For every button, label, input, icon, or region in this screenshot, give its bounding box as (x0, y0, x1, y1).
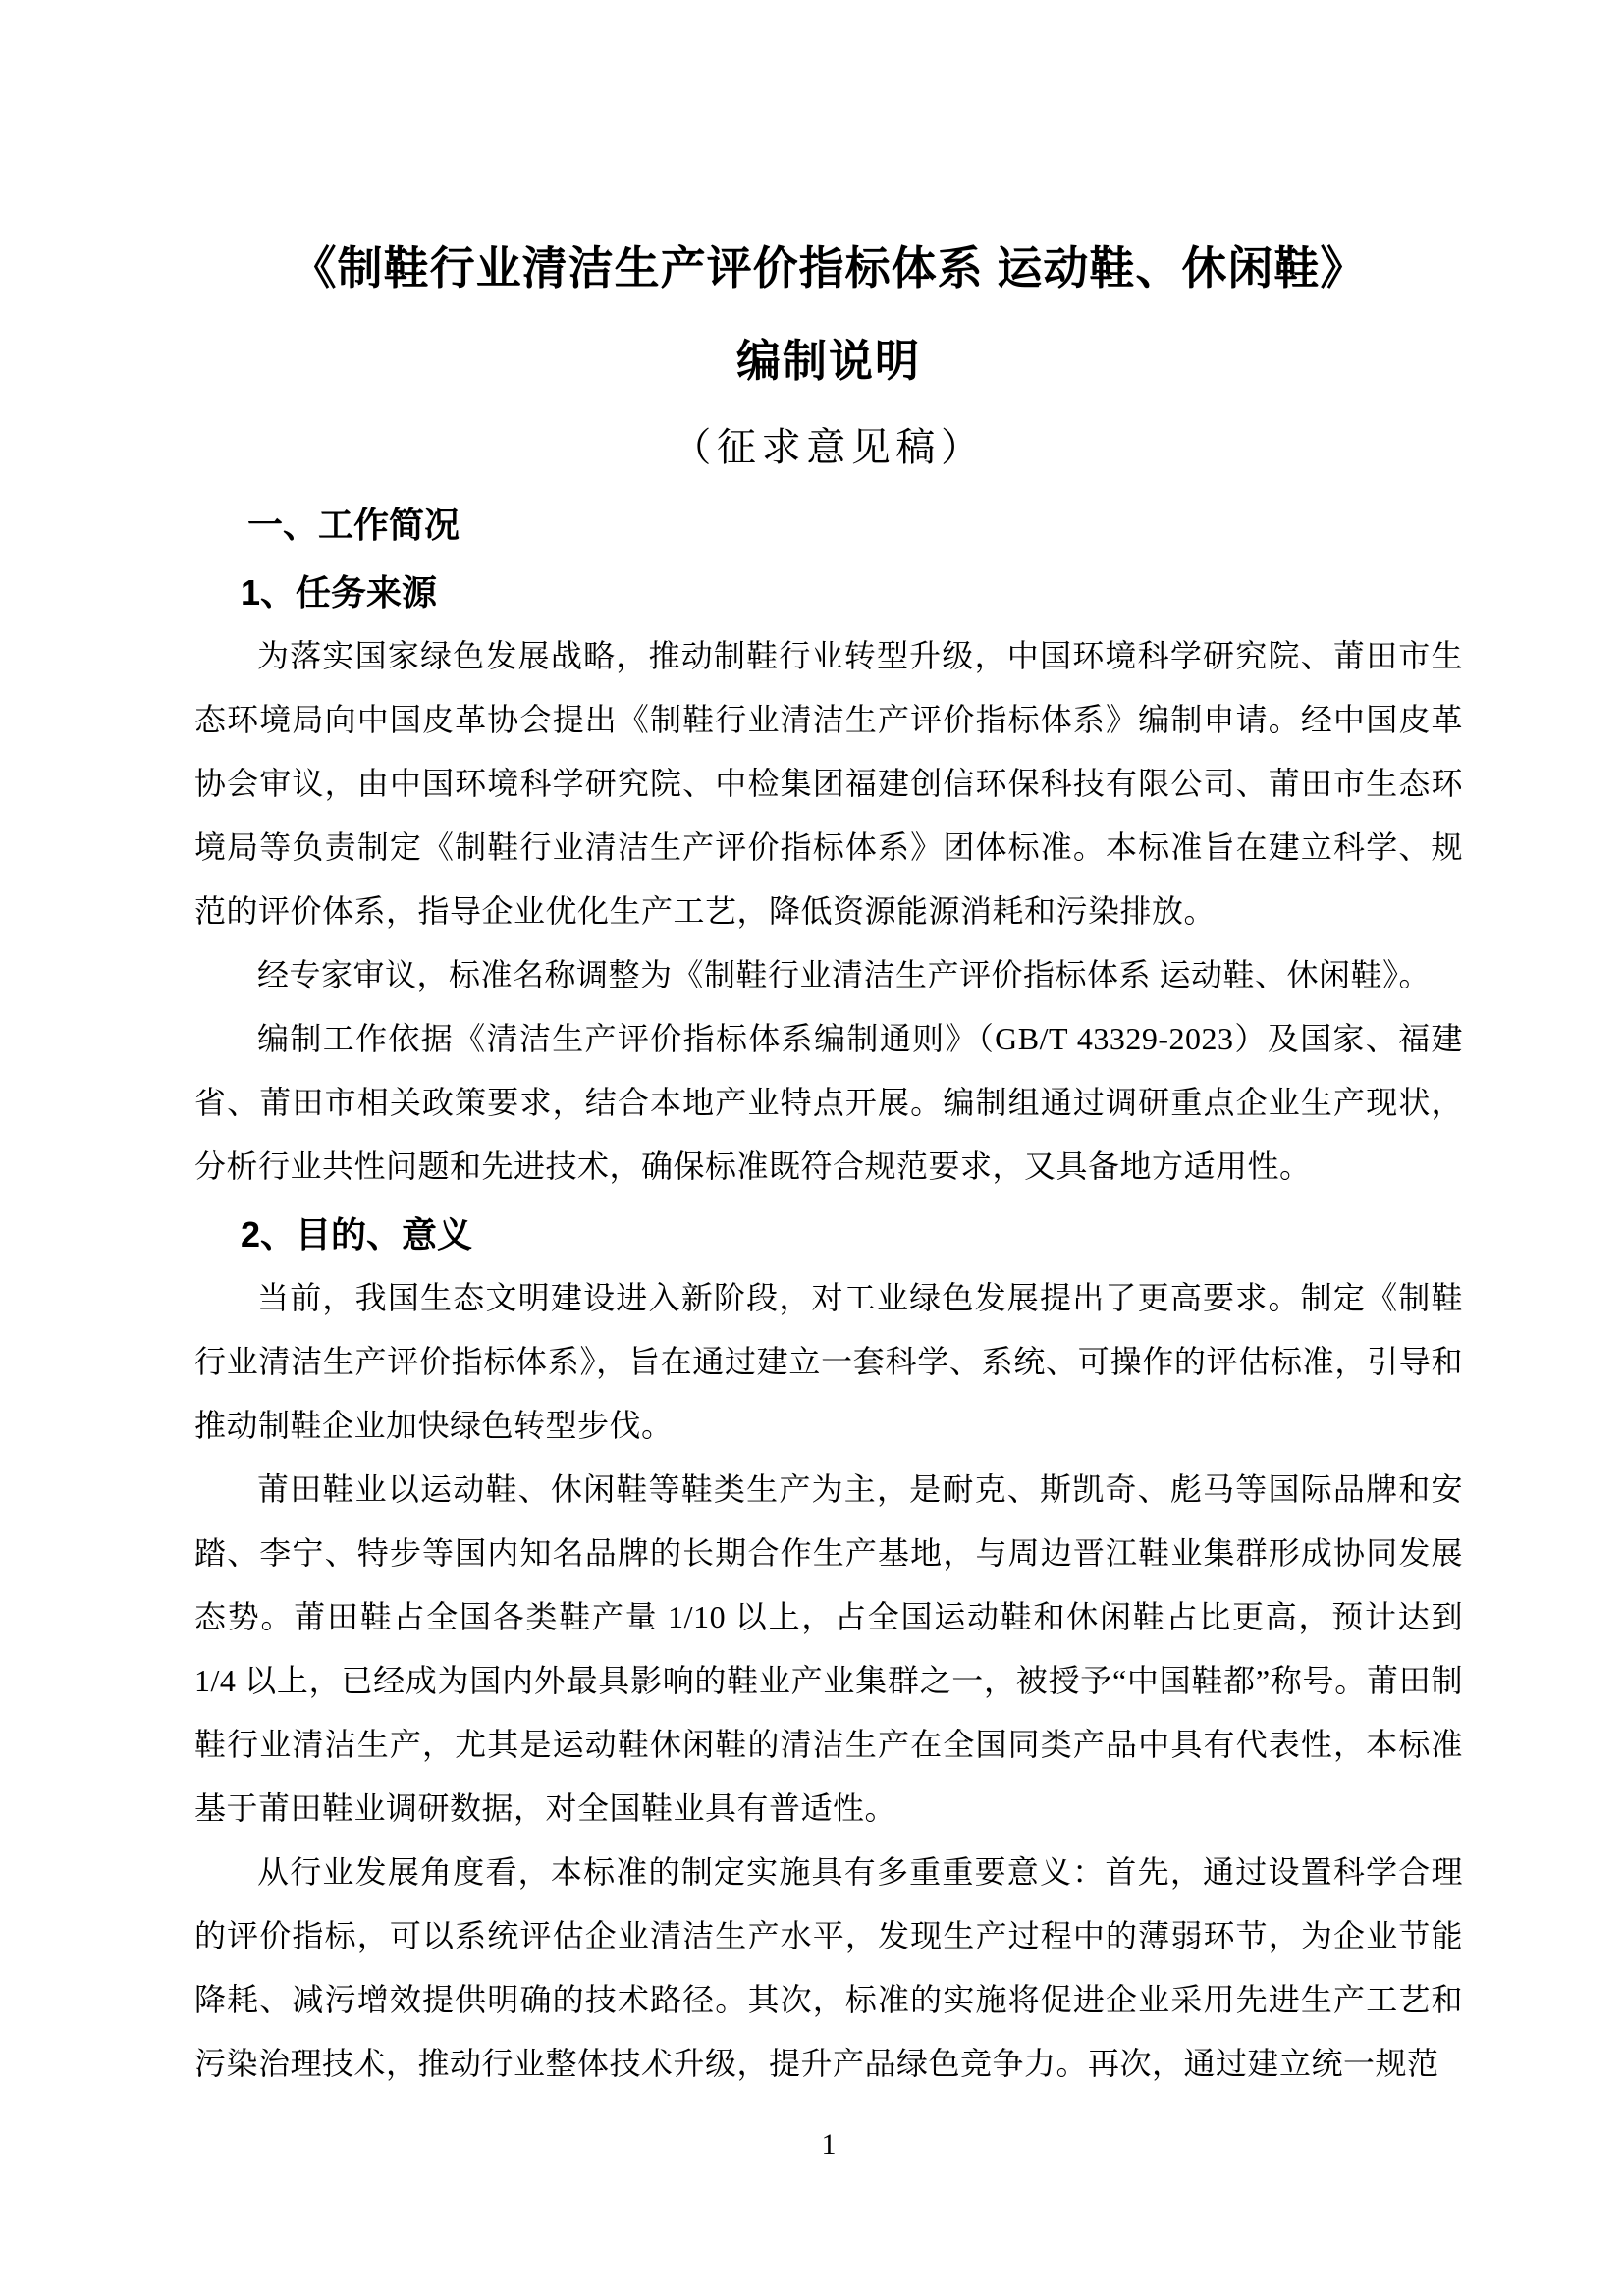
paragraph-purpose-1: 当前，我国生态文明建设进入新阶段，对工业绿色发展提出了更高要求。制定《制鞋行业清洁生产评价指标体系》，旨在通过建立一套科学、系统、可操作的评估标准，引导和推动制鞋企业加快绿色转型步伐。 (194, 1280, 1463, 1444)
paragraph-task-source-1: 为落实国家绿色发展战略，推动制鞋行业转型升级，中国环境科学研究院、莆田市生态环境局向中国皮革协会提出《制鞋行业清洁生产评价指标体系》编制申请。经中国皮革协会审议，由中国环境科学研究院、中检集团福建创信环保科技有限公司、莆田市生态环境局等负责制定《制鞋行业清洁生产评价指标体系》团体标准。本标准旨在建立科学、规范的评价体系，指导企业优化生产工艺，降低资源能源消耗和污染排放。 (194, 638, 1463, 930)
paragraph-purpose-2: 莆田鞋业以运动鞋、休闲鞋等鞋类生产为主，是耐克、斯凯奇、彪马等国际品牌和安踏、李宁、特步等国内知名品牌的长期合作生产基地，与周边晋江鞋业集群形成协同发展态势。莆田鞋占全国各类鞋产量 1/10 以上，占全国运动鞋和休闲鞋占比更高，预计达到 1/4 以上，已经成为国内外最具影响的鞋业产业集群之一，被授予“中国鞋都”称号。莆田制鞋行业清洁生产，尤其是运动鞋休闲鞋的清洁生产在全国同类产品中具有代表性，本标准基于莆田鞋业调研数据，对全国鞋业具有普适性。 (194, 1471, 1463, 1827)
subsection-heading-task-source: 1、任务来源 (241, 572, 438, 614)
subsection-heading-purpose-significance: 2、目的、意义 (241, 1214, 473, 1255)
draft-note: （征求意见稿） (672, 425, 986, 470)
paragraph-task-source-3: 编制工作依据《清洁生产评价指标体系编制通则》（GB/T 43329-2023）及国家、福建省、莆田市相关政策要求，结合本地产业特点开展。编制组通过调研重点企业生产现状，分析行业共性问题和先进技术，确保标准既符合规范要求，又具备地方适用性。 (194, 1021, 1463, 1185)
document-title: 《制鞋行业清洁生产评价指标体系 运动鞋、休闲鞋》 (291, 242, 1367, 294)
paragraph-purpose-3: 从行业发展角度看，本标准的制定实施具有多重重要意义：首先，通过设置科学合理的评价指标，可以系统评估企业清洁生产水平，发现生产过程中的薄弱环节，为企业节能降耗、减污增效提供明确的技术路径。其次，标准的实施将促进企业采用先进生产工艺和污染治理技术，推动行业整体技术升级，提升产品绿色竞争力。再次，通过建立统一规范 (194, 1854, 1463, 2082)
page-number: 1 (821, 2128, 837, 2161)
document-subtitle: 编制说明 (735, 335, 921, 386)
paragraph-task-source-2: 经专家审议，标准名称调整为《制鞋行业清洁生产评价指标体系 运动鞋、休闲鞋》。 (257, 957, 1432, 993)
document-body (194, 493, 1463, 2096)
section-heading-work-overview: 一、工作简况 (247, 505, 460, 546)
